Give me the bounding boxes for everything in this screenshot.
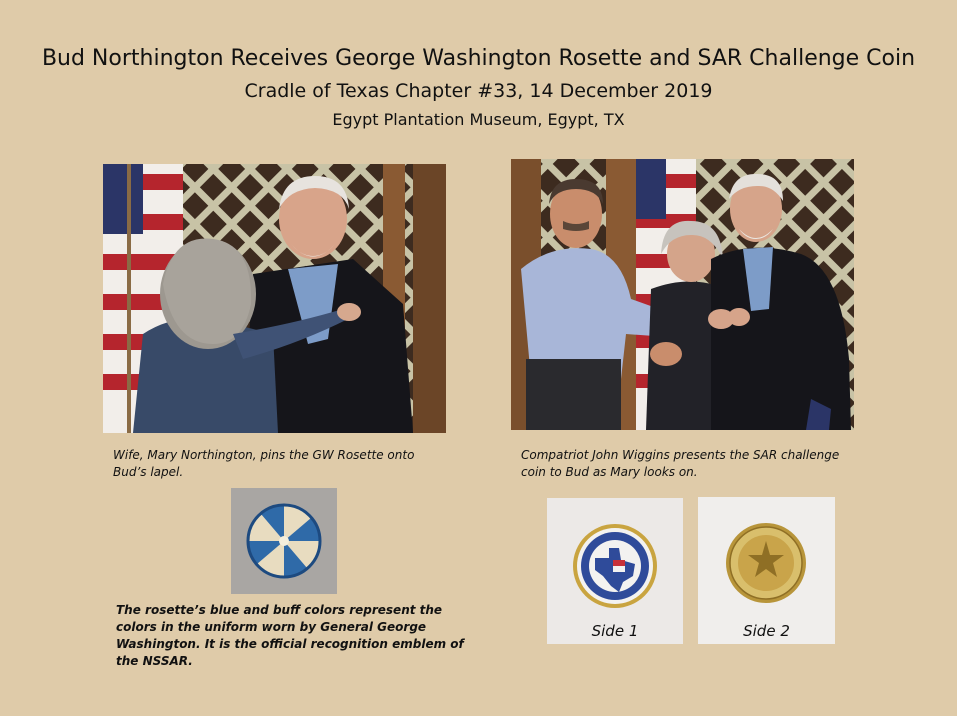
event-location: Egypt Plantation Museum, Egypt, TX <box>332 110 625 129</box>
sar-emblem-coin-icon <box>698 497 835 622</box>
caption-rosette-description: The rosette’s blue and buff colors represent the colors in the uniform worn by General George Washington. It is the official recognition emblem of the NSSAR. <box>116 603 464 668</box>
rosette-photo <box>231 488 337 594</box>
page-subtitle: Cradle of Texas Chapter #33, 14 December 2019 <box>244 80 713 102</box>
photo-coin-presentation-image <box>511 159 854 430</box>
coin-side-2-label: Side 2 <box>743 622 790 640</box>
texas-coin-icon <box>547 498 683 623</box>
photo-coin-presentation <box>511 159 854 430</box>
page-title: Bud Northington Receives George Washington Rosette and SAR Challenge Coin <box>41 46 916 71</box>
coin-side-1 <box>547 498 683 644</box>
photo-rosette-pinning-image <box>103 164 446 433</box>
coin-side-1-label: Side 1 <box>591 622 639 640</box>
caption-rosette-pinning: Wife, Mary Northington, pins the GW Rosette onto Bud’s lapel. <box>113 448 415 479</box>
rosette-icon <box>231 488 337 594</box>
caption-coin-presentation: Compatriot John Wiggins presents the SAR challenge coin to Bud as Mary looks on. <box>521 448 840 479</box>
coin-side-2 <box>698 497 835 644</box>
photo-rosette-pinning <box>103 164 446 433</box>
